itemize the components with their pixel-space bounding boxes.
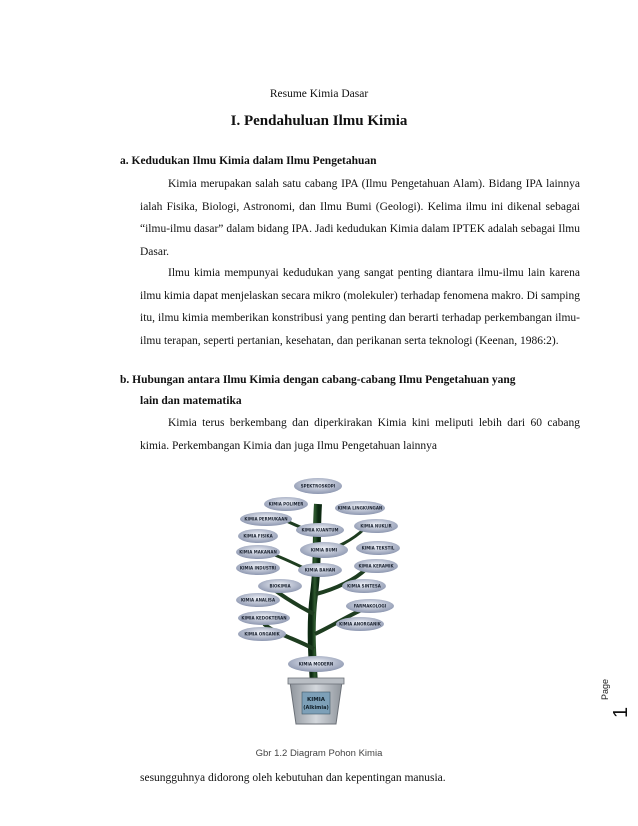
leaf-kimia-nuklir bbox=[354, 519, 398, 533]
svg-text:BIOKIMIA: BIOKIMIA bbox=[269, 583, 291, 589]
section-b-paragraph-1: Kimia terus berkembang dan diperkirakan Kimia kini meliputi lebih dari 60 cabang kimia. Perkembangan Kimia dan juga Ilmu Pengetahuan lainnya bbox=[140, 417, 580, 452]
page-label: Page bbox=[600, 678, 610, 700]
leaf-kimia-kedokteran bbox=[238, 611, 290, 625]
leaf-kimia-bumi bbox=[300, 542, 348, 558]
leaf-kimia-industri bbox=[236, 561, 280, 575]
svg-text:SPEKTROSKOPI: SPEKTROSKOPI bbox=[300, 483, 336, 489]
svg-text:KIMIA POLIMER: KIMIA POLIMER bbox=[268, 501, 304, 507]
svg-text:KIMIA BUMI: KIMIA BUMI bbox=[310, 547, 338, 553]
svg-text:(Alkimia): (Alkimia) bbox=[303, 705, 329, 711]
svg-text:KIMIA MODERN: KIMIA MODERN bbox=[298, 661, 334, 667]
svg-text:FARMAKOLOGI: FARMAKOLOGI bbox=[353, 603, 387, 609]
svg-text:KIMIA INDUSTRI: KIMIA INDUSTRI bbox=[239, 565, 277, 571]
leaf-farmakologi bbox=[346, 599, 394, 613]
svg-text:KIMIA ORGANIK: KIMIA ORGANIK bbox=[244, 631, 280, 637]
svg-text:KIMIA ANORGANIK: KIMIA ANORGANIK bbox=[339, 621, 381, 627]
svg-text:KIMIA SINTESA: KIMIA SINTESA bbox=[347, 583, 381, 589]
leaf-kimia-polimer bbox=[264, 497, 308, 511]
section-b-heading-line-1: b. Hubungan antara Ilmu Kimia dengan cabang-cabang Ilmu Pengetahuan yang bbox=[120, 374, 516, 386]
svg-text:KIMIA KERAMIK: KIMIA KERAMIK bbox=[358, 563, 394, 569]
figure-caption: Gbr 1.2 Diagram Pohon Kimia bbox=[255, 748, 383, 759]
leaf-kimia-bahan bbox=[298, 563, 342, 577]
chapter-title: I. Pendahuluan Ilmu Kimia bbox=[230, 113, 408, 129]
section-b-heading-line-2: lain dan matematika bbox=[140, 395, 242, 407]
leaf-kimia-makanan bbox=[236, 545, 280, 559]
leaf-kimia-fisika bbox=[238, 529, 278, 543]
leaf-spektroskopi bbox=[294, 478, 342, 494]
leaf-kimia-lingkungan bbox=[335, 501, 385, 515]
svg-text:KIMIA BAHAN: KIMIA BAHAN bbox=[304, 567, 336, 573]
svg-text:KIMIA NUKLIR: KIMIA NUKLIR bbox=[360, 523, 392, 529]
svg-text:KIMIA LINGKUNGAN: KIMIA LINGKUNGAN bbox=[337, 505, 383, 511]
svg-text:KIMIA MAKANAN: KIMIA MAKANAN bbox=[239, 549, 277, 555]
closing-line: sesungguhnya didorong oleh kebutuhan dan kepentingan manusia. bbox=[140, 772, 446, 784]
running-header: Resume Kimia Dasar bbox=[269, 88, 369, 100]
trunk-label-kimia-modern bbox=[288, 656, 344, 672]
leaf-kimia-organik bbox=[238, 627, 286, 641]
page-number-marker bbox=[600, 658, 630, 718]
svg-text:KIMIA FISIKA: KIMIA FISIKA bbox=[243, 533, 273, 539]
leaf-kimia-anorganik bbox=[336, 617, 384, 631]
page-number: 1 bbox=[610, 706, 632, 718]
svg-text:KIMIA: KIMIA bbox=[306, 697, 326, 703]
leaf-kimia-sintesa bbox=[342, 579, 386, 593]
svg-text:KIMIA TEKSTIL: KIMIA TEKSTIL bbox=[361, 545, 395, 551]
leaf-kimia-permukaan bbox=[240, 512, 292, 526]
leaf-kimia-kuantum bbox=[296, 523, 344, 537]
chemistry-tree-diagram bbox=[236, 474, 402, 744]
svg-text:KIMIA KUANTUM: KIMIA KUANTUM bbox=[301, 527, 339, 533]
section-a-heading: a. Kedudukan Ilmu Kimia dalam Ilmu Pengetahuan bbox=[120, 155, 377, 167]
leaf-kimia-analisa bbox=[236, 593, 280, 607]
leaf-biokimia bbox=[258, 579, 302, 593]
section-a-paragraph-2: Ilmu kimia mempunyai kedudukan yang sangat penting diantara ilmu-ilmu lain karena ilmu kimia dapat menjelaskan secara mikro (molekuler) terhadap fenomena makro. Di samping itu, ilmu kimia memberikan konstribusi yang penting dan berarti terhadap perkembangan ilmu-ilmu terapan, seperti pertanian, kesehatan, dan perikanan serta teknologi (Keenan, 1986:2). bbox=[140, 267, 580, 347]
svg-text:KIMIA PERMUKAAN: KIMIA PERMUKAAN bbox=[244, 516, 288, 522]
section-a-paragraph-1: Kimia merupakan salah satu cabang IPA (Ilmu Pengetahuan Alam). Bidang IPA lainnya ialah Fisika, Biologi, Astronomi, dan Ilmu Bumi (Geologi). Kelima ilmu ini dikenal sebagai “ilmu-ilmu dasar” dalam bidang IPA. Jadi kedudukan Kimia dalam IPTEK adalah sebagai Ilmu Dasar. bbox=[140, 178, 580, 258]
svg-text:KIMIA KEDOKTERAN: KIMIA KEDOKTERAN bbox=[241, 615, 287, 621]
svg-text:KIMIA ANALISA: KIMIA ANALISA bbox=[240, 597, 276, 603]
pot-alkimia bbox=[288, 678, 344, 724]
leaf-kimia-tekstil bbox=[356, 541, 400, 555]
leaf-kimia-keramik bbox=[354, 559, 398, 573]
